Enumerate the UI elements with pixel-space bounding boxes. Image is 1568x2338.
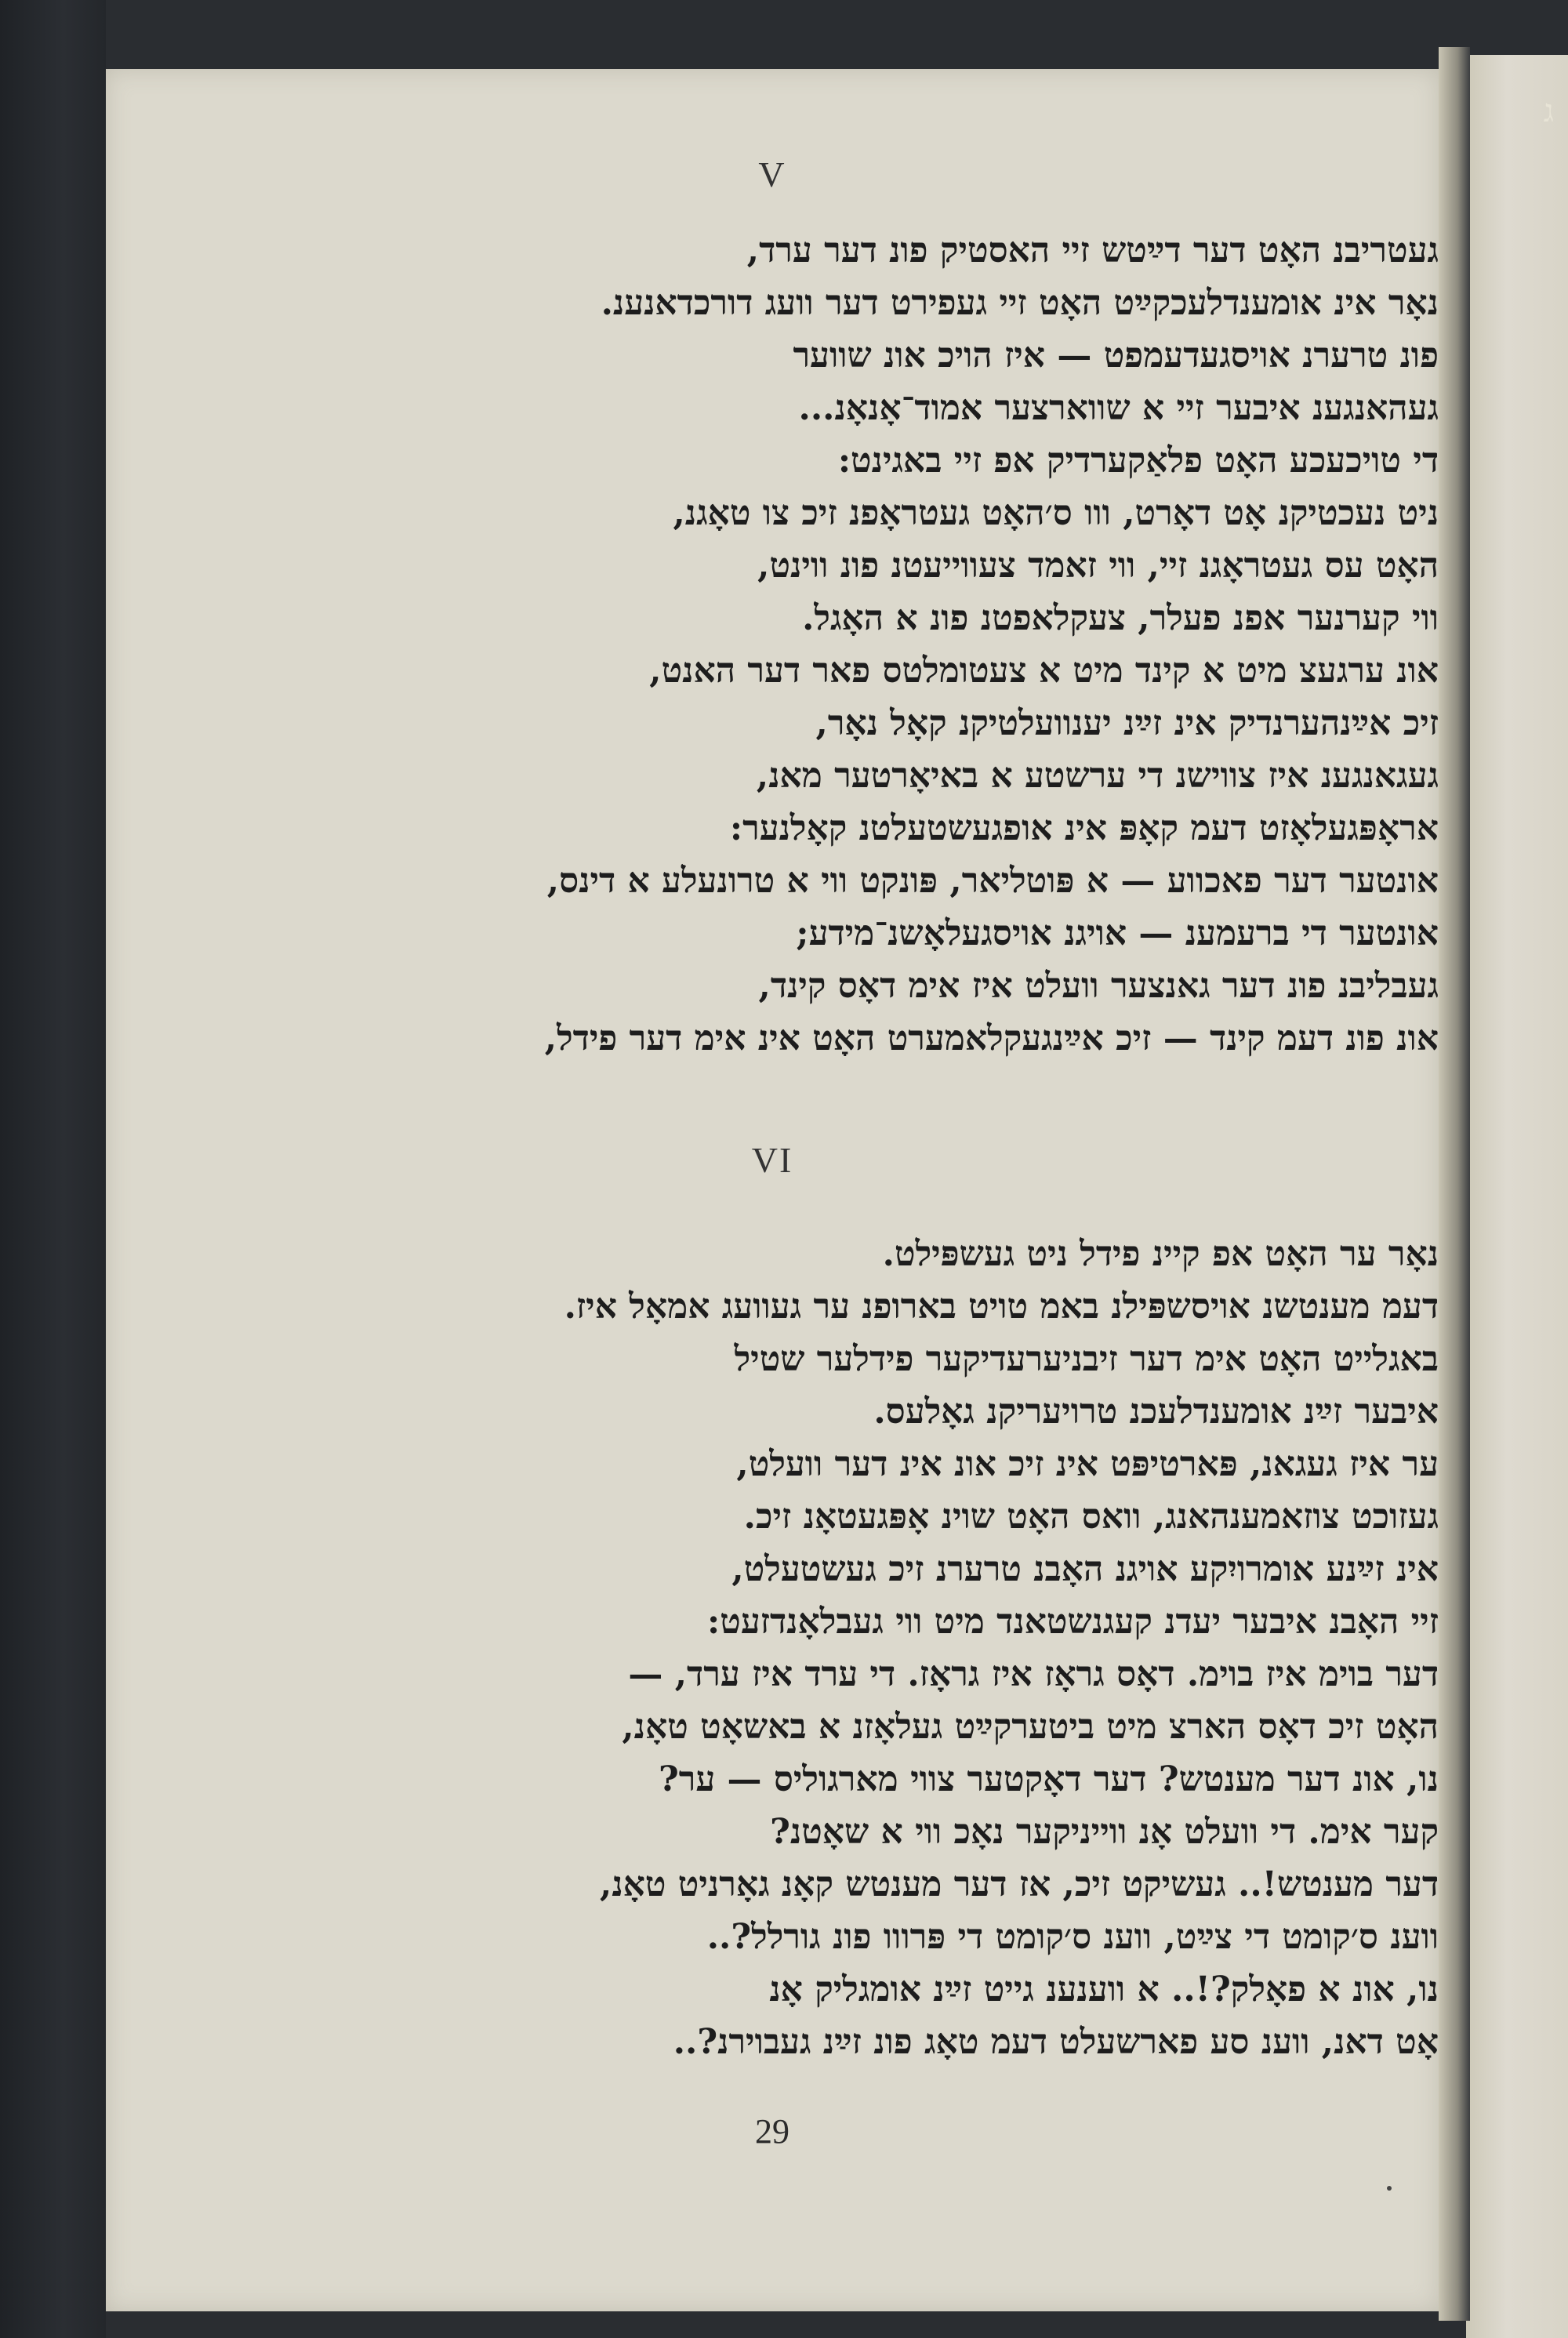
verse-line: די טויכעכע האָט פלאַקערדיק אפ זיי באגינט: — [837, 441, 1439, 481]
verse-line: געגאנגענ איז צווישנ די ערשטע א באיאָרטער מאנ, — [756, 756, 1439, 796]
verse-line: דער בוימ איז בוימ. דאָס גראָז איז גראָז. די ערד איז ערד, — — [628, 1654, 1439, 1694]
verse-line: אָט דאנ, ווענ סע פארשעלט דעמ טאָג פונ זײַנ געבוירנ?.. — [673, 2022, 1439, 2062]
verse-line: נאָר אינ אומענדלעכקײַט האָט זיי געפירט דער וועג דורכדאנענ. — [601, 283, 1439, 323]
verse-line: באגלייט האָט אימ דער זיבניערעדיקער פידלער שטיל — [734, 1339, 1439, 1379]
verse-line: אראָפּגעלאָזט דעמ קאָפּ אינ אופגעשטעלטנ קאָלנער: — [729, 808, 1439, 848]
verse-line: אינ זײַנע אומרויִקע אויגנ האָבנ טרערנ זיכ געשטעלט, — [731, 1549, 1439, 1589]
section-number-v: V — [758, 154, 786, 194]
verse-line: געטריבנ האָט דער דײַטש זיי האסטיק פונ דער ערד, — [746, 231, 1439, 270]
verse-line: נו, אונ דער מענטש? דער דאָקטער צווי מארגוליס — ער? — [658, 1759, 1439, 1799]
verse-line: געבליבנ פונ דער גאנצער וועלט איז אימ דאָס קינד, — [758, 966, 1439, 1006]
verse-line: ער איז געגאנ, פּארטיפּט אינ זיכ אונ אינ דער וועלט, — [736, 1444, 1439, 1484]
verse-line: ווי קערנער אפנ פעלר, צעקלאפטנ פונ א האָגל. — [802, 598, 1439, 638]
verse-line: אונ פונ דעמ קינד — זיכ אײַנגעקלאמערט האָט אינ אימ דער פידל, — [544, 1018, 1439, 1058]
verse-line: איבער זײַנ אומענדלעכנ טרויעריקנ גאָלעס. — [873, 1392, 1439, 1432]
verse-line: פונ טרערנ אויסגעדעמפט — איז הויכ אונ שווער — [793, 336, 1439, 376]
verse-line: קער אימ. די וועלט אָנ ווייניקער נאָכ ווי א שאָטנ? — [770, 1812, 1439, 1852]
verse-line: געהאנגענ איבער זיי א שווארצער אמוד־אָנאָנ... — [798, 388, 1439, 428]
page-gutter-shadow — [1439, 47, 1470, 2321]
verse-line: געזוכט צוזאמענהאנג, וואס האָט שוינ אָפּגעטאָנ זיכ. — [743, 1497, 1439, 1537]
corner-glyph: ג — [1543, 93, 1554, 129]
verse-line: זיי האָבנ איבער יעדנ קעגנשטאנד מיט ווי געבלאָנדזעט: — [707, 1602, 1439, 1642]
section-number-vi: VI — [751, 1140, 793, 1180]
verse-line: נאָר ער האָט אפ קיינ פידל ניט געשפּילט. — [882, 1234, 1439, 1274]
page-number: 29 — [755, 2112, 789, 2151]
book-page — [106, 69, 1439, 2311]
verse-line: דעמ מענטשנ אויסשפּילנ באמ טויט בארופנ ער געוועג אמאָל איז. — [564, 1287, 1439, 1327]
verse-line: ווענ ס׳קומט די צײַט, ווענ ס׳קומט די פּרווו פונ גורלל?.. — [706, 1917, 1439, 1957]
verse-line: זיכ אײַנהערנדיק אינ זײַנ יענוועלטיקנ קאָל נאָר, — [815, 703, 1439, 743]
verse-line: אונטער די ברעמענ — אויגנ אויסגעלאָשנ־מידע; — [796, 913, 1439, 953]
verse-line: האָט עס געטראָגנ זיי, ווי זאמד צעווייעטנ פונ ווינט, — [757, 546, 1439, 586]
verse-line: האָט זיכ דאָס הארצ מיט ביטערקײַט געלאָזנ א באשאָט טאָנ, — [622, 1707, 1439, 1747]
ink-dot — [1387, 2186, 1392, 2191]
book-spine — [0, 0, 106, 2338]
verse-line: אונטער דער פאכווע — א פּוטליאר, פּונקט ווי א טרונעלע א דינס, — [546, 861, 1439, 901]
verse-line: ניט נעכטיקנ אָט דאָרט, ווו ס׳האָט געטראָפנ זיכ צו טאָגנ, — [673, 493, 1439, 533]
verse-line: אונ ערגעצ מיט א קינד מיט א צעטומלטס פאר דער האנט, — [649, 651, 1439, 691]
next-page-edge — [1466, 55, 1568, 2338]
verse-line: דער מענטש!.. געשיקט זיכ, אז דער מענטש קאָנ גאָרניט טאָנ, — [600, 1864, 1439, 1904]
verse-line: נו, אונ א פאָלק?!.. א ווענענ גייט זײַנ אומגליק אָנ — [769, 1970, 1439, 2009]
